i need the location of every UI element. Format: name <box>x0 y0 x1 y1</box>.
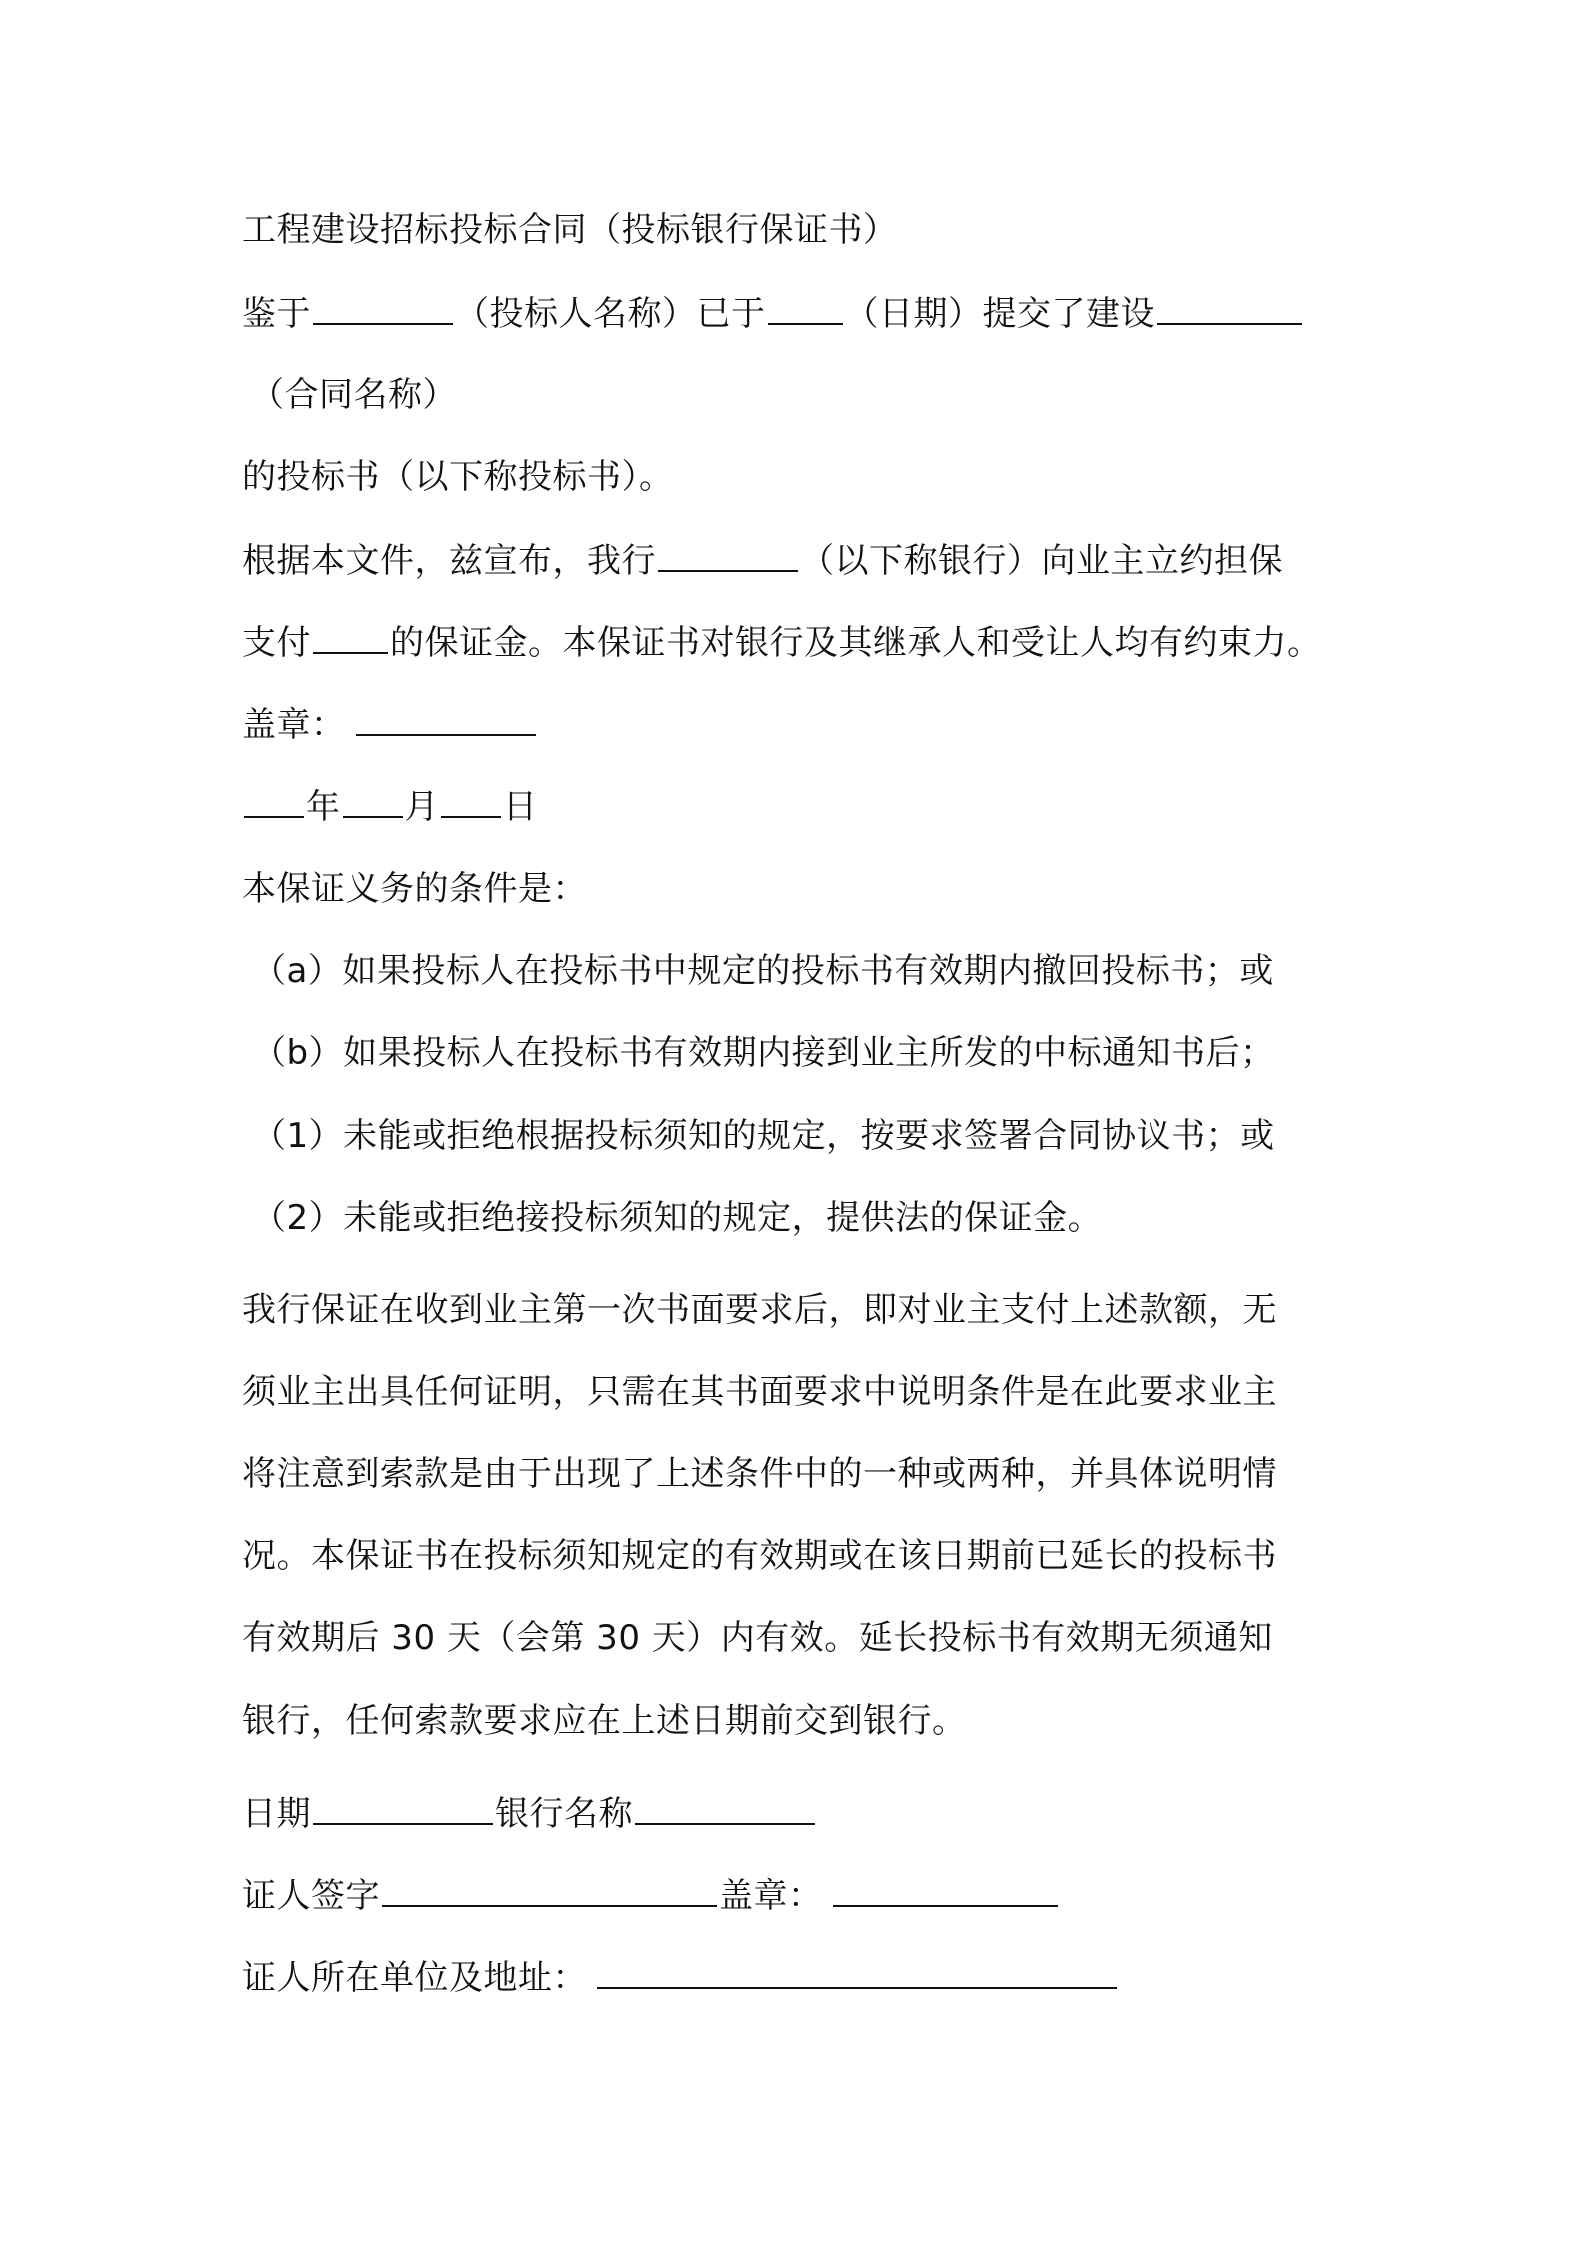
seal-blank-2[interactable] <box>833 1871 1058 1907</box>
witness-line <box>242 1871 1060 1920</box>
guarantee-line-5: 有效期后 30 天（会第 30 天）内有效。延长投标书有效期无须通知 <box>242 1618 1273 1658</box>
submit-date-blank[interactable] <box>768 289 843 325</box>
witness-signature-blank[interactable] <box>382 1871 717 1907</box>
date-bank-line <box>242 1789 817 1838</box>
date-line-1 <box>242 782 538 831</box>
date-blank[interactable] <box>313 1789 493 1825</box>
date-label: 日期 <box>242 1794 311 1834</box>
condition-1: （1）未能或拒绝根据投标须知的规定，按要求签署合同协议书；或 <box>252 1116 1275 1156</box>
intro-text-date: （日期）提交了建设 <box>844 294 1155 334</box>
day-label: 日 <box>503 787 538 827</box>
intro-line-2: （合同名称） <box>250 375 457 415</box>
document-title: 工程建设招标投标合同（投标银行保证书） <box>242 210 898 250</box>
condition-b: （b）如果投标人在投标书有效期内接到业主所发的中标通知书后； <box>252 1033 1275 1073</box>
year-blank[interactable] <box>244 782 304 818</box>
bank-name-field-blank[interactable] <box>635 1789 815 1825</box>
declaration-text-c: 支付 <box>242 623 311 663</box>
intro-text-given: 鉴于 <box>242 294 311 334</box>
month-label: 月 <box>404 787 439 827</box>
witness-signature-label: 证人签字 <box>242 1876 380 1916</box>
address-line <box>242 1953 1119 2002</box>
declaration-text-d: 的保证金。本保证书对银行及其继承人和受让人均有约束力。 <box>390 623 1322 663</box>
guarantee-line-1: 我行保证在收到业主第一次书面要求后，即对业主支付上述款额，无 <box>242 1290 1277 1330</box>
intro-line-1 <box>242 289 1304 338</box>
bidder-name-blank[interactable] <box>313 289 453 325</box>
declaration-text-b: （以下称银行）向业主立约担保 <box>800 541 1283 581</box>
declaration-line-1 <box>242 536 1283 585</box>
witness-address-label: 证人所在单位及地址： <box>242 1958 587 1998</box>
declaration-line-2 <box>242 618 1322 667</box>
seal-blank-1[interactable] <box>356 700 536 736</box>
bank-name-blank[interactable] <box>658 536 798 572</box>
seal-label-2: 盖章： <box>719 1876 823 1916</box>
seal-line-1 <box>242 700 538 749</box>
condition-a: （a）如果投标人在投标书中规定的投标书有效期内撤回投标书；或 <box>252 951 1274 991</box>
month-blank[interactable] <box>343 782 403 818</box>
guarantee-line-6: 银行，任何索款要求应在上述日期前交到银行。 <box>242 1701 967 1741</box>
year-label: 年 <box>306 787 341 827</box>
guarantee-line-4: 况。本保证书在投标须知规定的有效期或在该日期前已延长的投标书 <box>242 1536 1277 1576</box>
condition-2: （2）未能或拒绝接投标须知的规定，提供法的保证金。 <box>252 1198 1103 1238</box>
seal-label-1: 盖章： <box>242 705 346 745</box>
project-name-blank[interactable] <box>1157 289 1302 325</box>
guarantee-line-3: 将注意到索款是由于出现了上述条件中的一种或两种，并具体说明情 <box>242 1454 1277 1494</box>
guarantee-line-2: 须业主出具任何证明，只需在其书面要求中说明条件是在此要求业主 <box>242 1372 1277 1412</box>
deposit-amount-blank[interactable] <box>313 618 388 654</box>
bank-name-label: 银行名称 <box>495 1794 633 1834</box>
conditions-heading: 本保证义务的条件是： <box>242 869 587 909</box>
declaration-text-a: 根据本文件，兹宣布，我行 <box>242 541 656 581</box>
witness-address-blank[interactable] <box>597 1953 1117 1989</box>
intro-line-3: 的投标书（以下称投标书）。 <box>242 457 674 497</box>
day-blank[interactable] <box>441 782 501 818</box>
intro-text-bidder-name: （投标人名称）已于 <box>455 294 766 334</box>
